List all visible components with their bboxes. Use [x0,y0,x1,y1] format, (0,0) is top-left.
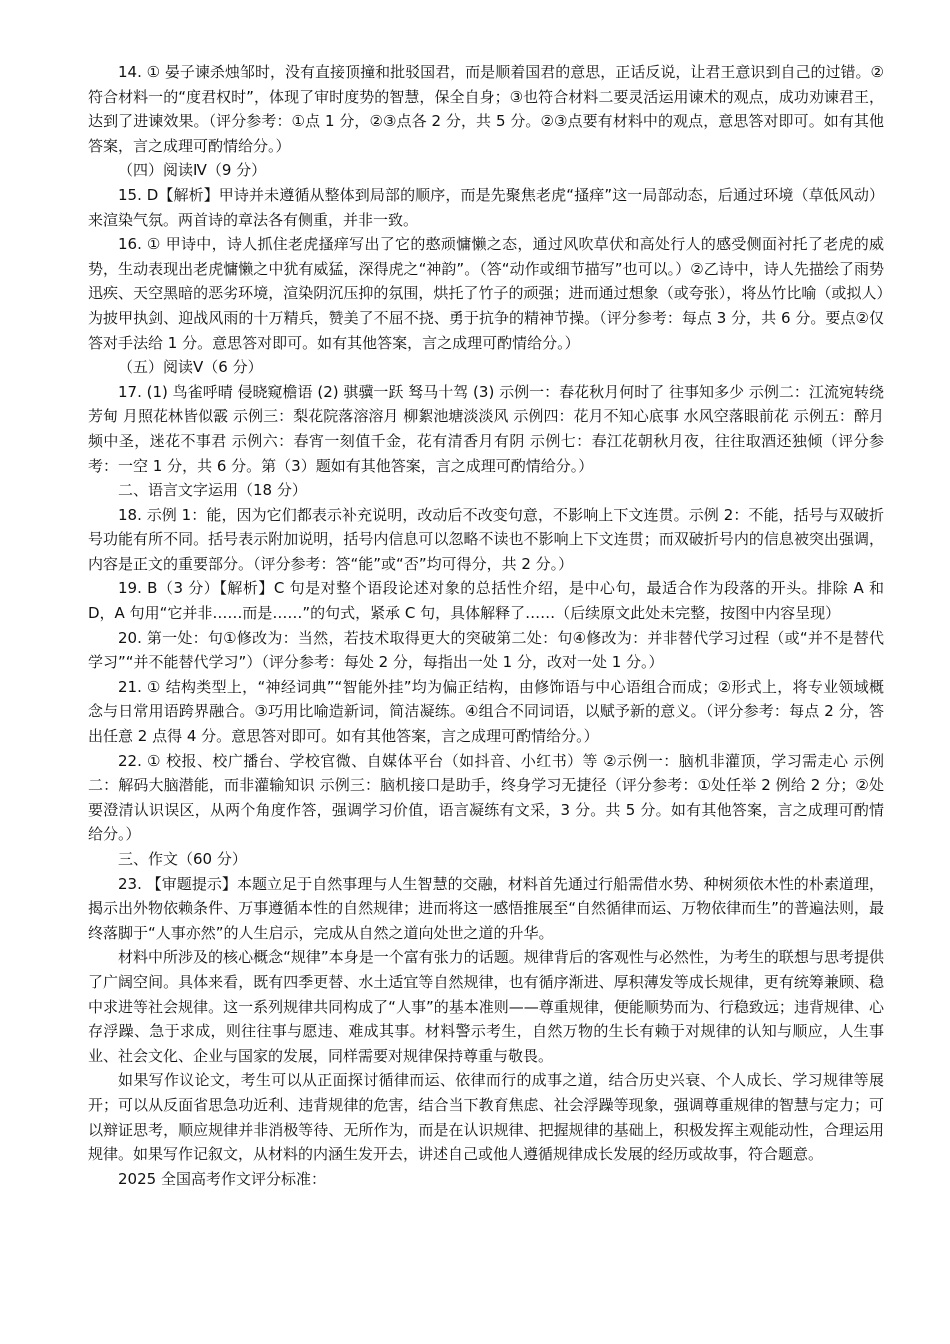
section-heading-reading-5: （五）阅读Ⅴ（6 分） [118,358,263,377]
section-heading-language: 二、语言文字运用（18 分） [118,481,307,500]
section-heading-essay: 三、作文（60 分） [118,850,247,868]
answer-14: 14. ① 晏子谏杀烛邹时，没有直接顶撞和批驳国君，而是顺着国君的意思，正话反说，让君王意识到自己的过错。②符合材料一的“度君权时”，体现了审时度势的智慧，保全自身；③也符合材料二要灵活运用谏术的观点，成功劝谏君王，达到了进谏效果。（评分参考：①点 1 分，②③点各 2 分，共 5 分。②③点要有材料中的观点，意思答对即可。如有其他答案，言之成理可酌情给分。） [88,63,884,155]
answer-20: 20. 第一处：句①修改为：当然，若技术取得更大的突破第二处：句④修改为：并非替代学习过程（或“并不是替代学习”“并不能替代学习”）（评分参考：每处 2 分，每指出一处 1 分，改对一处 1 分。） [88,628,884,672]
answer-18: 18. 示例 1：能，因为它们都表示补充说明，改动后不改变句意，不影响上下文连贯。示例 2：不能，括号与双破折号功能有所不同。括号表示附加说明，括号内信息可以忽略不读也不影响上下文连贯；而双破折号内的信息被突出强调，内容是正文的重要部分。（评分参考：答“能”或“否”均可得分，共 2 分。） [88,505,884,573]
section-heading-reading-4: （四）阅读Ⅳ（9 分） [118,161,267,180]
answer-21: 21. ① 结构类型上，“神经词典”“智能外挂”均为偏正结构，由修饰语与中心语组合而成；②形式上，将专业领域概念与日常用语跨界融合。③巧用比喻造新词，简洁凝练。④组合不同词语，以赋予新的意义。（评分参考：每点 2 分，答出任意 2 点得 4 分。意思答对即可。如有其他答案，言之成理可酌情给分。） [88,677,884,746]
answer-23-prompt: 23. 【审题提示】本题立足于自然事理与人生智慧的交融，材料首先通过行船需借水势、种树须依木性的朴素道理，揭示出外物依赖条件、万事遵循本性的自然规律；进而将这一感悟推展至“自然循律而运、万物依律而生”的普遍法则，最终落脚于“人事亦然”的人生启示，完成从自然之道向处世之道的升华。 [88,874,884,942]
answer-19: 19. B（3 分）【解析】C 句是对整个语段论述对象的总括性介绍，是中心句，最适合作为段落的开头。排除 A 和 D，A 句用“它并非……而是……”的句式，紧承 C 句，具体解释了……（后续原文此处未完整，按图中内容呈现） [88,579,884,623]
answer-16: 16. ① 甲诗中，诗人抓住老虎搔痒写出了它的憨顽慵懒之态，通过风吹草伏和高处行人的感受侧面衬托了老虎的威势，生动表现出老虎慵懒之中犹有威猛，深得虎之“神韵”。（答“动作或细节描写”也可以。）②乙诗中，诗人先描绘了雨势迅疾、天空黑暗的恶劣环境，渲染阴沉压抑的氛围，烘托了竹子的顽强；进而通过想象（或夸张），将丛竹比喻（或拟人）为披甲执剑、迎战风雨的十万精兵，赞美了不屈不挠、勇于抗争的精神节操。（评分参考：每点 3 分，共 6 分。要点②仅答对手法给 1 分。意思答对即可。如有其他答案，言之成理可酌情给分。） [88,235,884,352]
answer-15: 15. D【解析】甲诗并未遵循从整体到局部的顺序，而是先聚焦老虎“搔痒”这一局部动态，后通过环境（草低风动）来渲染气氛。两首诗的章法各有侧重，并非一致。 [88,185,884,229]
answer-23-concept: 材料中所涉及的核心概念“规律”本身是一个富有张力的话题。规律背后的客观性与必然性，为考生的联想与思考提供了广阔空间。具体来看，既有四季更替、水土适宜等自然规律，也有循序渐进、厚积薄发等成长规律，更有统筹兼顾、稳中求进等社会规律。这一系列规律共同构成了“人事”的基本准则——尊重规律，便能顺势而为、行稳致远；违背规律、心存浮躁、急于求成，则往往事与愿违、难成其事。材料警示考生，自然万物的生长有赖于对规律的认知与顺应，人生事业、社会文化、企业与国家的发展，同样需要对规律保持尊重与敬畏。 [88,948,884,1065]
answer-17: 17. (1) 鸟雀呼晴 侵晓窥檐语 (2) 骐骥一跃 驽马十驾 (3) 示例一：春花秋月何时了 往事知多少 示例二：江流宛转绕芳甸 月照花林皆似霰 示例三：梨花院落溶溶月 柳絮池塘淡淡风 示例四：花月不知心底事 水风空落眼前花 示例五：醉月频中圣，迷花不事君 示例六：春宵一刻值千金，花有清香月有阴 示例七：春江花朝秋月夜，往往取酒还独倾（评分参考：一空 1 分，共 6 分。第（3）题如有其他答案，言之成理可酌情给分。） [88,382,884,475]
answer-23-writing-advice: 如果写作议论文，考生可以从正面探讨循律而运、依律而行的成事之道，结合历史兴衰、个人成长、学习规律等展开；可以从反面省思急功近利、违背规律的危害，结合当下教育焦虑、社会浮躁等现象，强调尊重规律的智慧与定力；可以辩证思考，顺应规律并非消极等待、无所作为，而是在认识规律、把握规律的基础上，积极发挥主观能动性，合理运用规律。如果写作记叙文，从材料的内涵生发开去，讲述自己或他人遵循规律成长发展的经历或故事，符合题意。 [88,1071,884,1164]
answer-22: 22. ① 校报、校广播台、学校官微、自媒体平台（如抖音、小红书）等 ②示例一：脑机非灌顶，学习需走心 示例二：解码大脑潜能，而非灌输知识 示例三：脑机接口是助手，终身学习无捷径（评分参考：①处任举 2 例给 2 分；②处要澄清认识误区，从两个角度作答，强调学习价值，语言凝练有文采，3 分。共 5 分。如有其他答案，言之成理可酌情给分。） [88,751,884,844]
grading-standard-title: 2025 全国高考作文评分标准： [118,1169,326,1188]
